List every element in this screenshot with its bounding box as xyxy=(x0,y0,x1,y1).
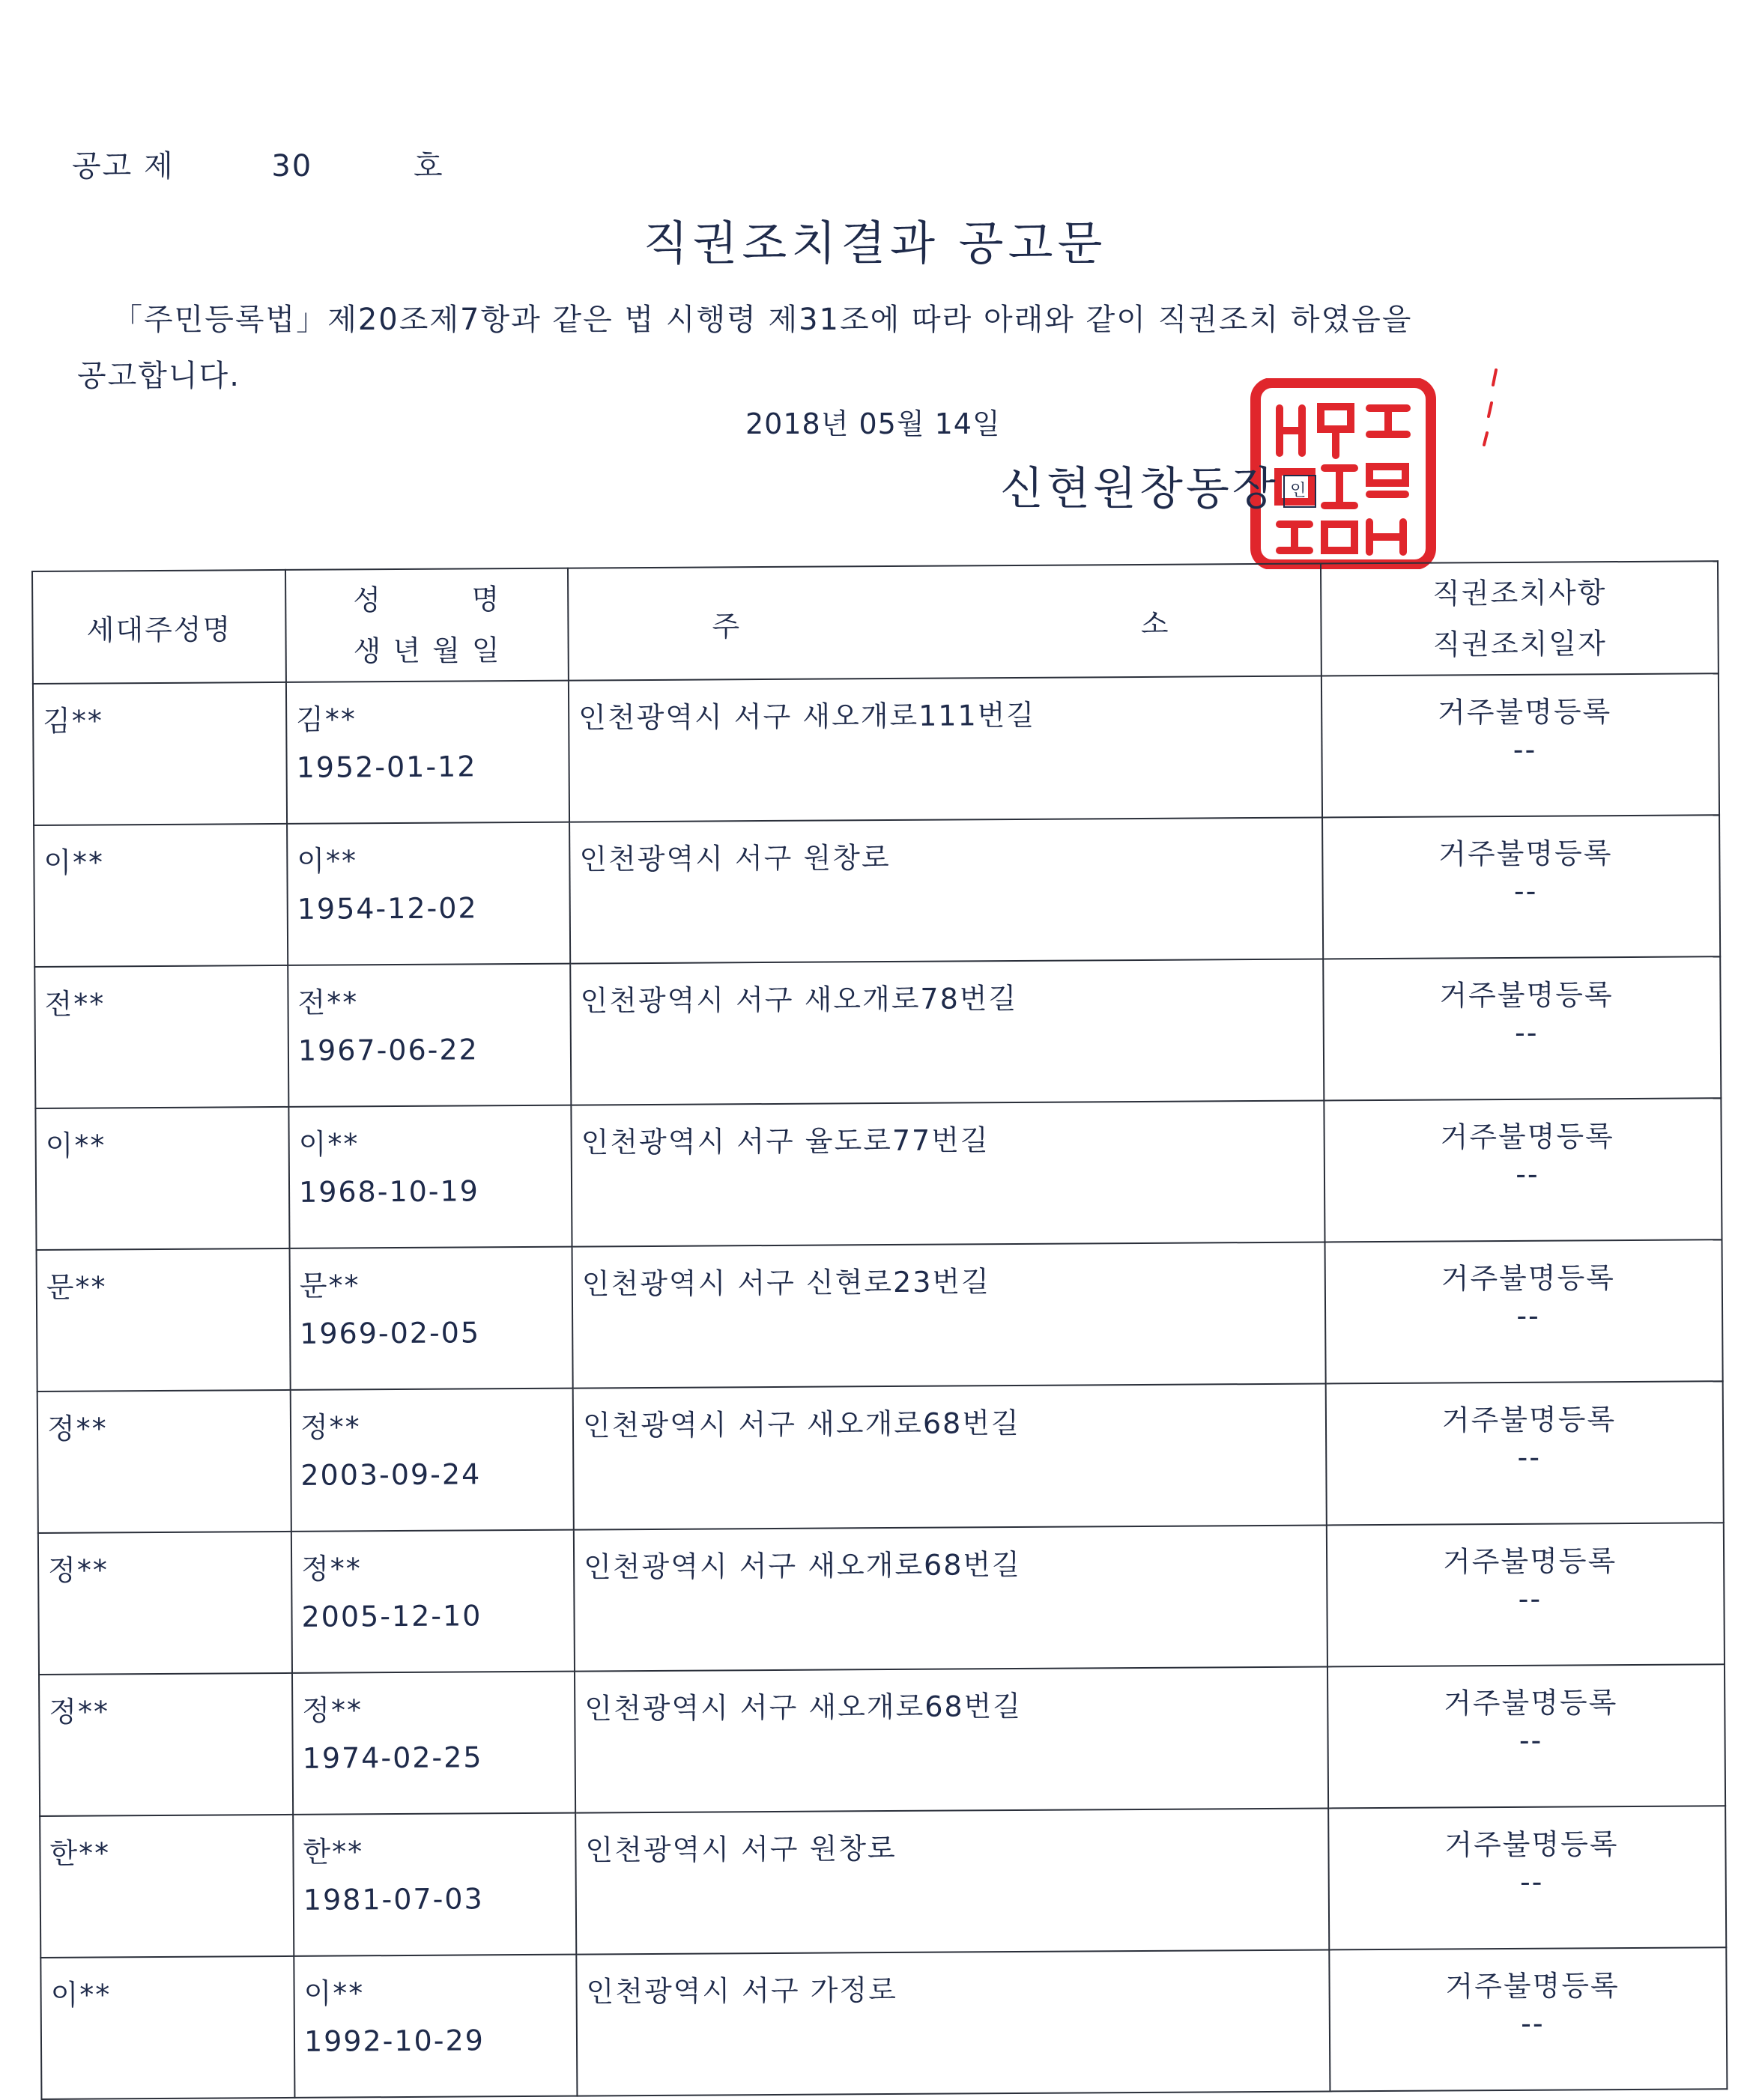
cell-householder: 문** xyxy=(37,1248,291,1392)
cell-address: 인천광역시 서구 새오개로68번길 xyxy=(573,1383,1327,1529)
header-householder: 세대주성명 xyxy=(32,570,286,684)
cell-birth: 1974-02-25 xyxy=(302,1741,483,1775)
cell-action-text: 거주불명등록 xyxy=(1445,1969,1620,2003)
seal-mark: 인 xyxy=(1283,475,1316,508)
cell-birth: 1967-06-22 xyxy=(297,1033,479,1067)
table-row xyxy=(37,1239,1723,1392)
cell-birth: 1992-10-29 xyxy=(303,2024,485,2058)
cell-name: 정** xyxy=(301,1552,363,1585)
cell-name: 전** xyxy=(297,986,359,1019)
table-header-row xyxy=(32,561,1719,684)
cell-action-text: 거주불명등록 xyxy=(1441,1403,1617,1437)
cell-address: 인천광역시 서구 새오개로68번길 xyxy=(575,1666,1328,1812)
cell-householder: 이** xyxy=(35,1107,289,1250)
header-name-birth xyxy=(285,568,569,682)
cell-action-text: 거주불명등록 xyxy=(1439,978,1614,1013)
cell-householder: 김** xyxy=(33,682,287,825)
cell-birth: 1954-12-02 xyxy=(297,891,478,926)
cell-householder: 이** xyxy=(34,824,288,967)
notice-number-prefix: 공고 제 xyxy=(72,149,175,183)
cell-name: 이** xyxy=(298,1127,360,1161)
header-name-a: 성 xyxy=(353,583,383,617)
cell-action xyxy=(1324,1098,1722,1242)
cell-action xyxy=(1325,1239,1723,1383)
signer-name xyxy=(1000,453,1316,518)
cell-name-birth xyxy=(291,1389,574,1532)
cell-name-birth xyxy=(291,1530,575,1673)
cell-action-text: 거주불명등록 xyxy=(1442,1544,1617,1579)
cell-name: 김** xyxy=(296,702,357,736)
cell-action-date: -- xyxy=(1516,1299,1540,1332)
cell-name: 한** xyxy=(303,1835,364,1869)
document-title: 직권조치결과 공고문 xyxy=(643,216,1107,270)
cell-action-text: 거주불명등록 xyxy=(1440,1120,1614,1154)
cell-action-text: 거주불명등록 xyxy=(1437,695,1612,729)
cell-action xyxy=(1322,815,1720,959)
header-action-date: 직권조치일자 xyxy=(1432,627,1607,661)
cell-action-text: 거주불명등록 xyxy=(1444,1686,1618,1720)
cell-name: 정** xyxy=(302,1693,363,1727)
body-text-line-2: 공고합니다. xyxy=(77,359,240,393)
cell-name-birth xyxy=(293,1813,576,1956)
cell-name-birth xyxy=(292,1672,575,1815)
table-row xyxy=(40,1947,1727,2099)
header-name-b: 명 xyxy=(471,583,501,616)
header-address-a: 주 xyxy=(712,609,742,643)
body-text-line-1: 「주민등록법」제20조제7항과 같은 법 시행령 제31조에 따라 아래와 같이 직권조치 하였음을 xyxy=(112,303,1413,337)
cell-action xyxy=(1329,1947,1727,2091)
cell-birth: 1969-02-05 xyxy=(300,1316,481,1350)
header-action xyxy=(1321,561,1719,676)
cell-action xyxy=(1328,1806,1726,1949)
cell-name-birth xyxy=(288,1105,572,1248)
cell-name-birth xyxy=(290,1247,573,1390)
cell-action xyxy=(1321,673,1719,817)
cell-name-birth xyxy=(287,822,570,965)
notice-number-value: 30 xyxy=(271,149,313,183)
cell-name-birth xyxy=(288,964,571,1107)
cell-action xyxy=(1323,956,1721,1100)
cell-name-birth xyxy=(294,1955,577,2098)
cell-householder: 정** xyxy=(37,1390,291,1533)
cell-action-date: -- xyxy=(1519,1723,1543,1757)
table-row xyxy=(34,815,1720,967)
cell-address: 인천광역시 서구 새오개로68번길 xyxy=(574,1525,1327,1671)
cell-action-date: -- xyxy=(1514,1016,1539,1049)
cell-address: 인천광역시 서구 원창로 xyxy=(575,1808,1329,1954)
cell-householder: 정** xyxy=(38,1532,292,1675)
signer-name-text: 신현원창동장 xyxy=(1000,463,1279,515)
cell-action-date: -- xyxy=(1519,1865,1544,1899)
table-row xyxy=(37,1381,1724,1533)
cell-address: 인천광역시 서구 신현로23번길 xyxy=(572,1242,1326,1388)
cell-address: 인천광역시 서구 율도로77번길 xyxy=(571,1100,1324,1246)
cell-birth: 2005-12-10 xyxy=(301,1599,482,1633)
cell-action-date: -- xyxy=(1513,874,1538,908)
cell-birth: 1968-10-19 xyxy=(298,1174,480,1209)
cell-householder: 정** xyxy=(39,1673,293,1816)
table-row xyxy=(34,956,1721,1108)
cell-address: 인천광역시 서구 새오개로78번길 xyxy=(570,959,1324,1105)
table-row xyxy=(39,1664,1725,1816)
cell-action-date: -- xyxy=(1518,1582,1542,1615)
table-row xyxy=(33,673,1719,825)
cell-action-text: 거주불명등록 xyxy=(1438,837,1613,871)
table-row xyxy=(40,1806,1726,1958)
cell-name: 이** xyxy=(303,1976,365,2010)
cell-action-text: 거주불명등록 xyxy=(1441,1261,1616,1296)
cell-address: 인천광역시 서구 가정로 xyxy=(576,1949,1330,2096)
cell-action xyxy=(1326,1381,1724,1525)
cell-action-date: -- xyxy=(1521,2006,1545,2040)
cell-name: 정** xyxy=(300,1410,361,1444)
cell-householder: 이** xyxy=(40,1956,294,2099)
cell-householder: 전** xyxy=(34,965,288,1108)
cell-name: 문** xyxy=(299,1269,360,1302)
notice-number-suffix: 호 xyxy=(413,149,444,183)
cell-address: 인천광역시 서구 원창로 xyxy=(569,817,1323,963)
cell-birth: 1981-07-03 xyxy=(303,1882,484,1917)
cell-action xyxy=(1327,1664,1725,1808)
red-pen-marks xyxy=(1480,367,1502,449)
cell-action-text: 거주불명등록 xyxy=(1444,1827,1619,1862)
cell-action-date: -- xyxy=(1516,1157,1539,1191)
cell-address: 인천광역시 서구 새오개로111번길 xyxy=(569,676,1322,822)
header-birth: 생 년 월 일 xyxy=(353,634,501,668)
cell-householder: 한** xyxy=(40,1815,294,1958)
table-row xyxy=(38,1523,1725,1675)
cell-action-date: -- xyxy=(1517,1440,1542,1474)
cell-name: 이** xyxy=(297,844,358,878)
cell-name-birth xyxy=(286,681,569,824)
records-table xyxy=(31,560,1728,2100)
notice-number xyxy=(72,142,444,185)
cell-birth: 2003-09-24 xyxy=(300,1457,482,1492)
header-action-label: 직권조치사항 xyxy=(1432,576,1607,610)
cell-action-date: -- xyxy=(1513,732,1537,766)
header-address xyxy=(568,563,1321,680)
header-address-b: 소 xyxy=(1140,607,1170,640)
cell-action xyxy=(1327,1523,1725,1666)
table-row xyxy=(35,1098,1722,1250)
notice-date: 2018년 05월 14일 xyxy=(745,407,1001,440)
cell-birth: 1952-01-12 xyxy=(296,750,477,784)
